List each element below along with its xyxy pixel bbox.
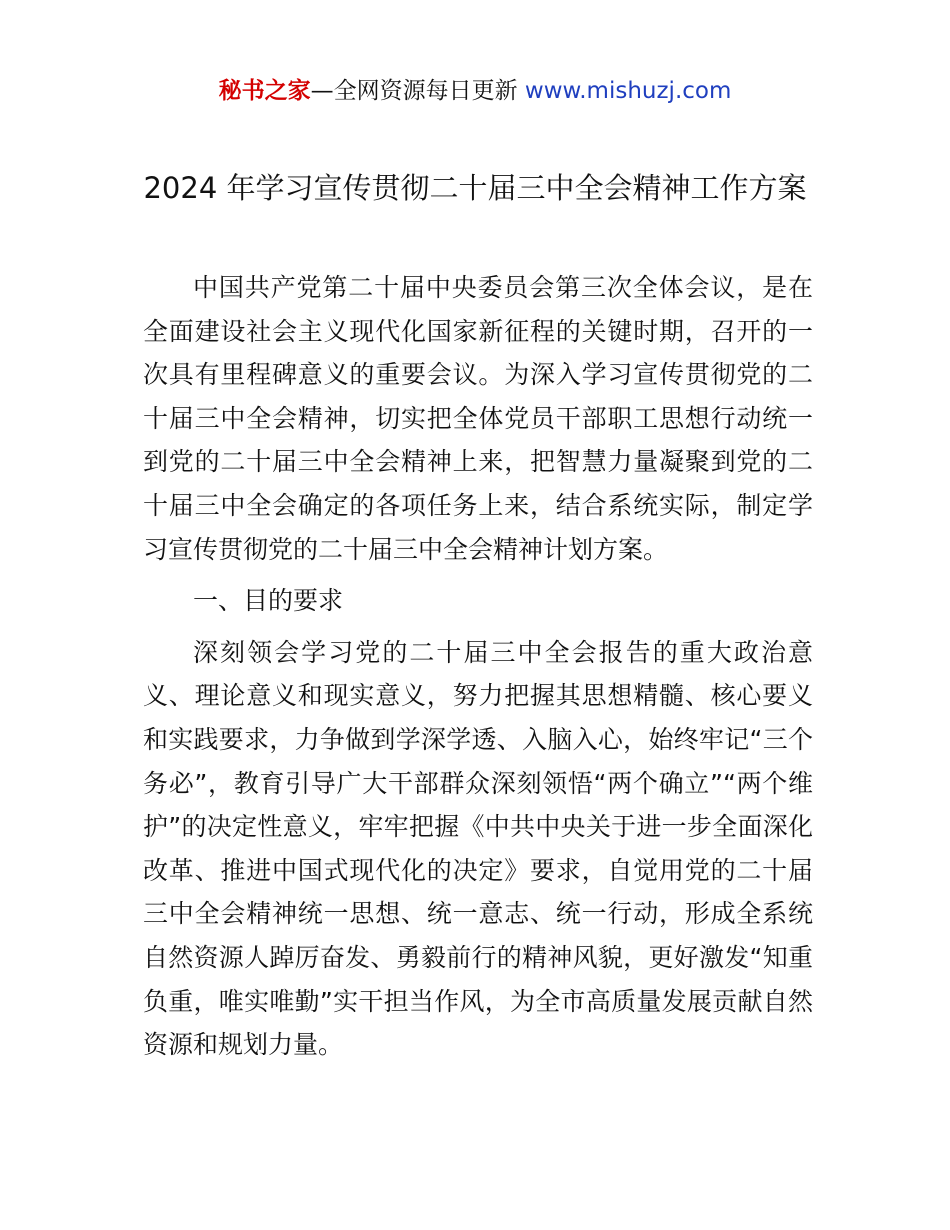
site-header	[0, 74, 950, 108]
section-heading: 一、目的要求	[193, 586, 344, 616]
intro-paragraph: 中国共产党第二十届中央委员会第三次全体会议，是在全面建设社会主义现代化国家新征程的关键时期，召开的一次具有里程碑意义的重要会议。为深入学习宣传贯彻党的二十届三中全会精神，切实把全体党员干部职工思想行动统一到党的二十届三中全会精神上来，把智慧力量凝聚到党的二十届三中全会确定的各项任务上来，结合系统实际，制定学习宣传贯彻党的二十届三中全会精神计划方案。	[143, 273, 813, 564]
document-title: 2024 年学习宣传贯彻二十届三中全会精神工作方案	[143, 171, 807, 205]
site-tagline: —全网资源每日更新	[310, 78, 525, 104]
section-paragraph: 深刻领会学习党的二十届三中全会报告的重大政治意义、理论意义和现实意义，努力把握其思想精髓、核心要义和实践要求，力争做到学深学透、入脑入心，始终牢记“三个务必”，教育引导广大干部群众深刻领悟“两个确立”“两个维护”的决定性意义，牢牢把握《中共中央关于进一步全面深化改革、推进中国式现代化的决定》要求，自觉用党的二十届三中全会精神统一思想、统一意志、统一行动，形成全系统自然资源人踔厉奋发、勇毅前行的精神风貌，更好激发“知重负重，唯实唯勤”实干担当作风，为全市高质量发展贡献自然资源和规划力量。	[143, 637, 813, 1060]
site-url-link[interactable]: www.mishuzj.com	[524, 78, 732, 104]
document-body	[143, 266, 813, 1067]
site-brand: 秘书之家	[218, 78, 311, 104]
